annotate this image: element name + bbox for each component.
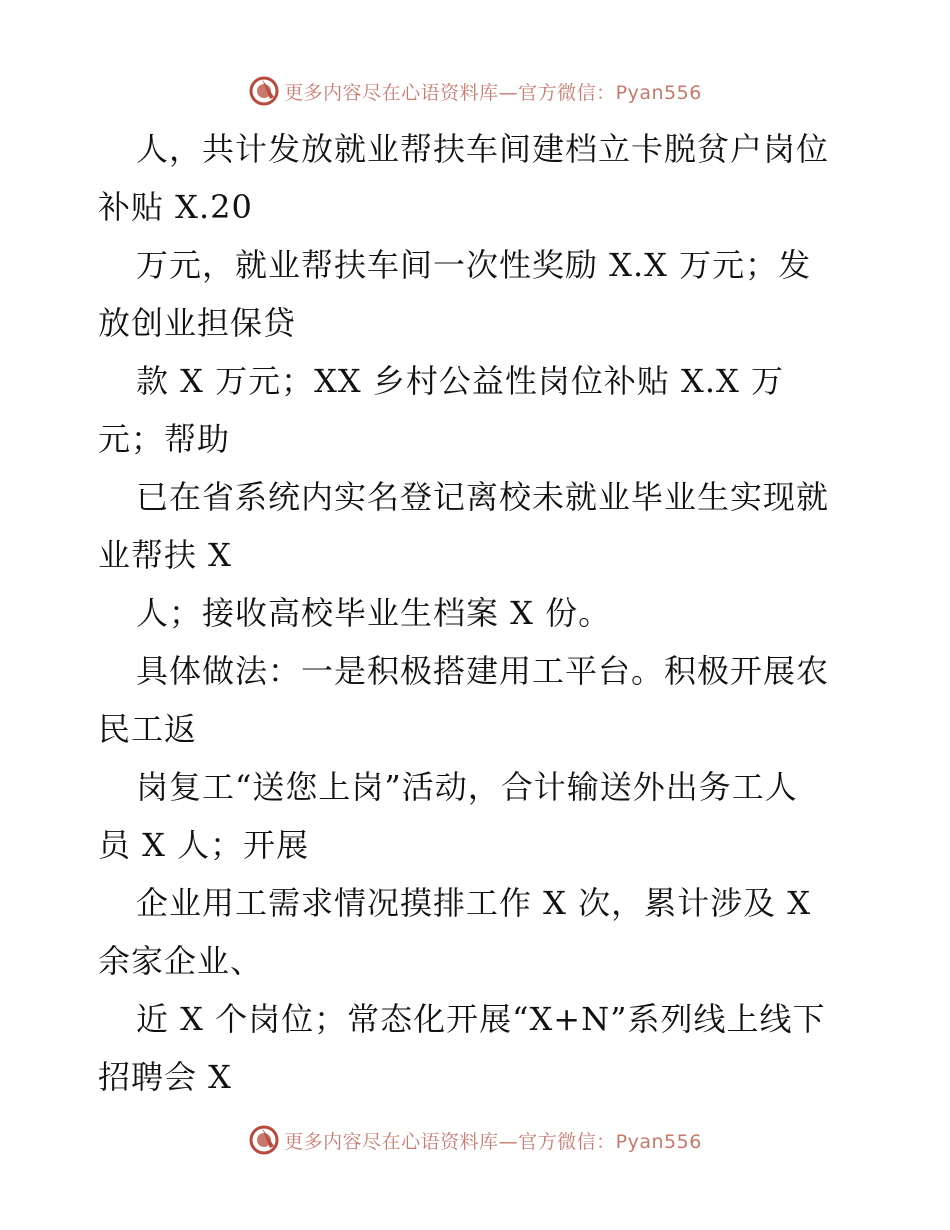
text-line: 万元，就业帮扶车间一次性奖励 X.X 万元；发 bbox=[136, 246, 812, 284]
text-line: 员 X 人；开展 bbox=[98, 826, 310, 864]
text-line: 补贴 X.20 bbox=[98, 188, 253, 226]
text-line: 元；帮助 bbox=[98, 420, 231, 458]
text-line: 款 X 万元；XX 乡村公益性岗位补贴 X.X 万 bbox=[136, 362, 784, 400]
text-line: 近 X 个岗位；常态化开展“X+N”系列线上线下 bbox=[136, 1000, 826, 1038]
brand-logo-icon bbox=[248, 1124, 280, 1156]
footer-banner-text: 更多内容尽在心语资料库—官方微信：Pyan556 bbox=[284, 1130, 702, 1153]
text-line: 放创业担保贷 bbox=[98, 304, 297, 342]
brand-logo-icon bbox=[248, 75, 280, 107]
document-body bbox=[98, 120, 858, 1106]
text-line: 民工返 bbox=[98, 710, 198, 748]
text-line: 人；接收高校毕业生档案 X 份。 bbox=[136, 594, 612, 632]
header-banner bbox=[0, 71, 950, 111]
text-line: 人，共计发放就业帮扶车间建档立卡脱贫户岗位 bbox=[136, 130, 830, 168]
text-line: 具体做法：一是积极搭建用工平台。积极开展农 bbox=[136, 652, 830, 690]
text-line: 已在省系统内实名登记离校未就业毕业生实现就 bbox=[136, 478, 830, 516]
text-line: 招聘会 X bbox=[98, 1058, 232, 1096]
footer-banner bbox=[0, 1120, 950, 1160]
text-line: 业帮扶 X bbox=[98, 536, 232, 574]
text-line: 岗复工“送您上岗”活动，合计输送外出务工人 bbox=[136, 768, 798, 806]
header-banner-text: 更多内容尽在心语资料库—官方微信：Pyan556 bbox=[284, 81, 702, 104]
text-line: 企业用工需求情况摸排工作 X 次，累计涉及 X bbox=[136, 884, 812, 922]
text-line: 余家企业、 bbox=[98, 942, 264, 980]
